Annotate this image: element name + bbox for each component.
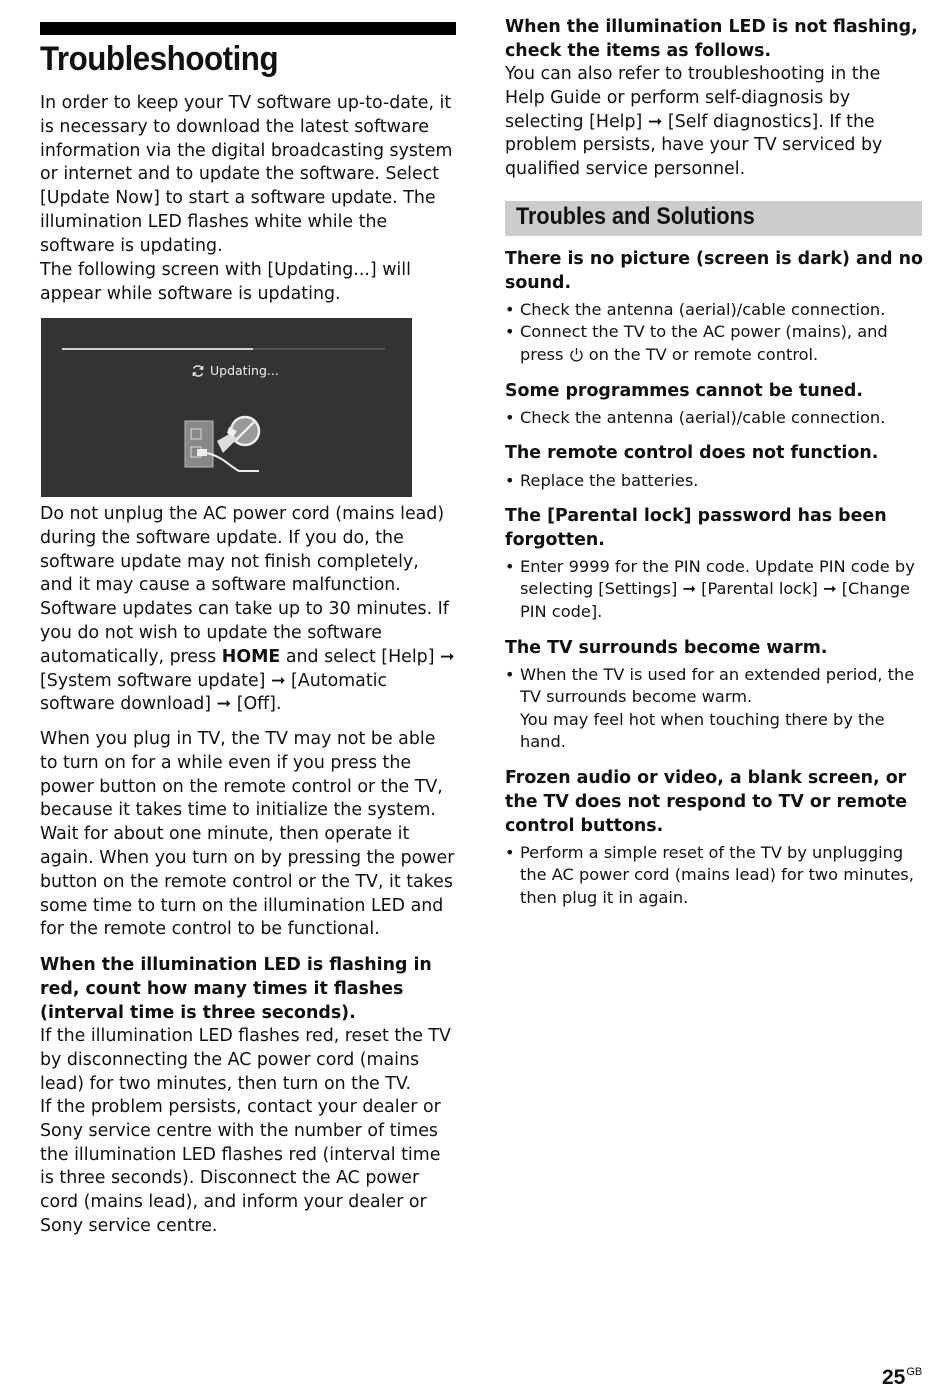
updating-label: Updating... [210, 363, 279, 378]
problem-remote-control: The remote control does not function. [505, 443, 879, 463]
problem-programmes-not-tuned: Some programmes cannot be tuned. [505, 381, 863, 401]
plug-in-paragraph: When you plug in TV, the TV may not be able to turn on for a while even if you press the power button on the remote control or the TV, because it takes time to initialize the system. Wait for about one minute, then operate it again. When you turn on by pressing the power button on the remote control or the TV, it takes some time to turn on the illumination LED and for the remote control to be functional. [40, 729, 455, 940]
update-progress-fill [62, 348, 253, 350]
solutions-tv-warm [505, 664, 923, 754]
problem-parental-lock: The [Parental lock] password has been forgotten. [505, 506, 887, 550]
list-item: • Enter 9999 for the PIN code. Update PIN code by selecting [Settings] ➞ [Parental lock] ➞ [Change PIN code]. [505, 556, 923, 623]
list-item: • Check the antenna (aerial)/cable connection. [505, 407, 923, 429]
page-title: Troubleshooting [40, 40, 279, 78]
unplug-warning [40, 503, 456, 717]
list-item: • Replace the batteries. [505, 470, 923, 492]
problem-frozen: Frozen audio or video, a blank screen, or the TV does not respond to TV or remote control buttons. [505, 768, 908, 836]
solutions-parental-lock [505, 556, 923, 623]
not-flashing-paragraph: You can also refer to troubleshooting in the Help Guide or perform self-diagnosis by selecting [Help] ➞ [Self diagnostics]. If the problem persists, have your TV serviced by qualified service personnel. [505, 64, 883, 180]
problem-no-picture: There is no picture (screen is dark) and no sound. [505, 249, 923, 293]
intro-paragraph-2: The following screen with [Updating...] will appear while software is updating. [40, 260, 411, 304]
refresh-icon [191, 364, 205, 378]
section-title: Troubles and Solutions [516, 203, 755, 230]
page-number-value: 25 [882, 1366, 906, 1389]
solutions-programmes [505, 407, 923, 429]
update-progress-bar [62, 348, 385, 350]
solutions-frozen [505, 842, 923, 909]
intro-paragraph: In order to keep your TV software up-to-date, it is necessary to download the latest software information via the digital broadcasting system or internet and to update the software. Select [Update Now] to start a software update. The illumination LED flashes white while the software is updating. [40, 93, 453, 256]
unplug-warning-text-b: and select [Help] ➞ [System software update] ➞ [Automatic software download] ➞ [Off]. [40, 646, 455, 715]
solutions-no-picture [505, 299, 923, 366]
list-item: • When the TV is used for an extended period, the TV surrounds become warm. [505, 664, 923, 709]
updating-indicator [191, 363, 279, 378]
list-item: • Check the antenna (aerial)/cable connection. [505, 299, 923, 321]
list-item: • Perform a simple reset of the TV by unplugging the AC power cord (mains lead) for two minutes, then plug it in again. [505, 842, 923, 909]
solutions-remote-control [505, 470, 923, 492]
power-icon [569, 347, 584, 362]
home-keyword: HOME [221, 646, 281, 667]
list-item [505, 321, 923, 366]
list-item-continuation: You may feel hot when touching there by the hand. [520, 709, 885, 752]
problem-tv-warm: The TV surrounds become warm. [505, 638, 828, 658]
updating-screen-image [41, 318, 412, 497]
unplug-warning-text-a: Do not unplug the AC power cord (mains lead) during the software update. If you do, the software update may not finish completely, and it may cause a software malfunction. Software updates can take up to 30 minutes. If you do not wish to update the software automatically, press [40, 504, 449, 667]
red-led-heading: When the illumination LED is flashing in red, count how many times it flashes (interval time is three seconds). [40, 955, 432, 1023]
page-number-suffix: GB [906, 1366, 923, 1378]
header-rule [40, 22, 456, 35]
section-heading-bar [505, 201, 922, 236]
page-number [882, 1366, 922, 1390]
red-led-paragraph-2: If the problem persists, contact your dealer or Sony service centre with the number of times the illumination LED flashes red (interval time is three seconds). Disconnect the AC power cord (mains lead), and inform your dealer or Sony service centre. [40, 1097, 441, 1236]
red-led-paragraph-1: If the illumination LED flashes red, reset the TV by disconnecting the AC power cord (mains lead) for two minutes, then turn on the TV. [40, 1026, 451, 1094]
not-flashing-heading: When the illumination LED is not flashing, check the items as follows. [505, 17, 918, 61]
unplug-prohibited-icon [183, 413, 273, 483]
list-item-text: on the TV or remote control. [583, 344, 819, 364]
list-item-text: Connect the TV to the AC power (mains), and press [520, 322, 888, 364]
